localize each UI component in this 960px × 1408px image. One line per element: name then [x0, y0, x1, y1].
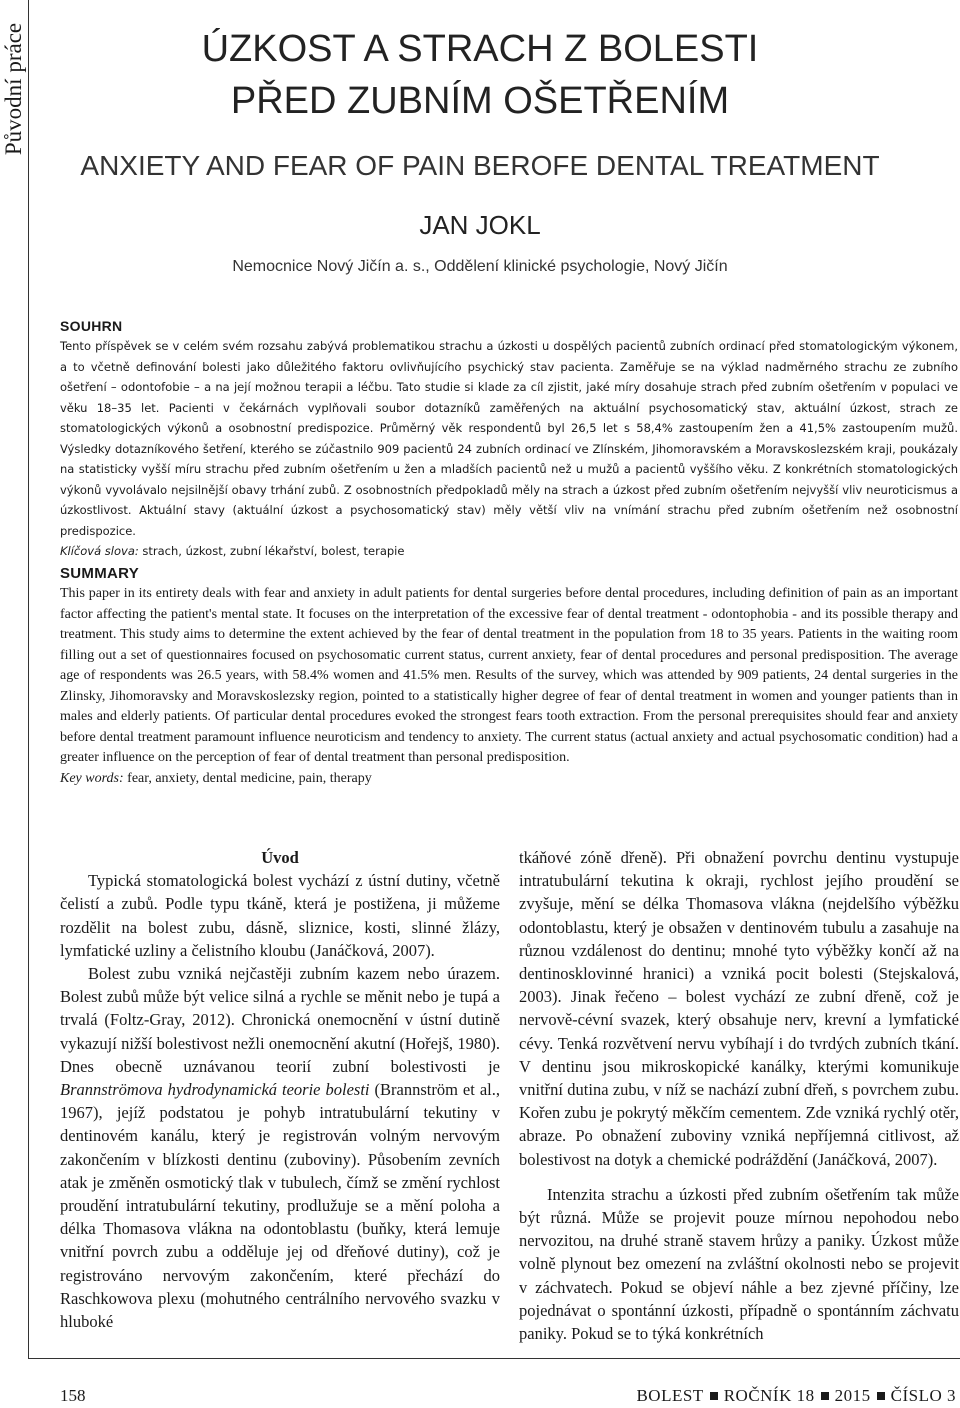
author: JAN JOKL — [419, 210, 541, 240]
english-keywords — [60, 769, 958, 790]
square-bullet-icon — [710, 1392, 718, 1400]
souhrn-heading: SOUHRN — [60, 318, 123, 334]
journal-volume: ROČNÍK 18 — [723, 1386, 815, 1405]
section-label: Původní práce — [1, 22, 26, 156]
vertical-rule — [28, 0, 29, 1358]
summary-heading: SUMMARY — [60, 565, 140, 582]
body-column-left — [60, 846, 500, 1333]
english-summary — [60, 565, 958, 789]
journal-name: BOLEST — [636, 1386, 704, 1405]
czech-keywords-label: Klíčová slova: — [60, 544, 139, 558]
theory-name: Brannströmova hydrodynamická teorie bolesti — [60, 1080, 370, 1100]
page-number: 158 — [60, 1386, 86, 1405]
square-bullet-icon — [877, 1392, 885, 1400]
czech-keywords-list: strach, úzkost, zubní lékařství, bolest, terapie — [142, 544, 405, 558]
section-heading-uvod: Úvod — [261, 848, 299, 867]
title-line-1: ÚZKOST A STRACH Z BOLESTI — [201, 28, 759, 70]
footer-rule — [28, 1358, 960, 1359]
czech-abstract — [60, 318, 958, 562]
english-keywords-list: fear, anxiety, dental medicine, pain, therapy — [127, 770, 372, 786]
summary-text: This paper in its entirety deals with fear and anxiety in adult patients for dental surgeries before dental procedures, including definition of pain as an important factor affecting the patient's mental state. It focuses on the interpretation of the excessive fear of dental treatment - odontophobia - and its possible therapy and treatment. This study aims to determine the extent achieved by the fear of dental treatment in the population from 18 to 35 years. Patients in the waiting room filling out a set of questionnaires focused on psychosomatic current status, current anxiety, fear of dental procedures and personal predisposition. The average age of respondents was 26.5 years, with 58.4% women and 41.5% men. Results of the survey, which was attended by 909 patients, 24 dental surgeries in the Zlinsky, Jihomoravsky and Moravskoslezsky region, pointed to a statistically higher degree of fear of dental treatment in women and younger patients than in males and elderly patients. Of particular dental procedures evoked the strongest fears tooth extraction. From the personal prerequisites should fear and anxiety before dental treatment paramount influence neuroticism and tendency to anxiety. The current status (actual anxiety and actual psychosomatic condition) had a greater influence on the perception of fear of dental treatment than personal predisposition. — [60, 586, 958, 765]
square-bullet-icon — [821, 1392, 829, 1400]
paragraph: Bolest zubu vzniká nejčastěji zubním kazem nebo úrazem. Bolest zubů může být velice silná a rychle se měnit nebo je tupá a trvalá (Foltz-Gray, 2012). Chronická onemocnění v ústní dutině vykazují nižší bolestivost nežli onemocnění akutní (Hořejš, 1980). Dnes obecně uznávanou teorií zubní bolestivosti je Brannströmova hydrodynamická teorie bolesti (Brannström et al., 1967), jejíž podstatou je pohyb intratubulární tekutiny v dentinovém kanálu, který je registrován volným nervovým zakončením v blízkosti dentinu (zuboviny). Působením zevních atak je změněn osmotický tlak v tubulech, čímž se změní rychlost proudění intratubulární tekutiny, prodlužuje se a mění poloha a délka Thomasova vlákna na odontoblastu (buňky, která lemuje vnitřní povrch zubu a odděluje jej od dřeňové dutiny), což je registrováno nervovým zakončením, které přechází do Raschkowova plexu (mohutného centrálního nervového svazku v hluboké — [60, 964, 500, 1332]
souhrn-text: Tento příspěvek se v celém svém rozsahu zabývá problematikou strachu a úzkosti u dospělých pacientů zubních ordinací před stomatologickým výkonem, a to včetně definování bolesti jako důležitého faktoru ovlivňujícího psychický stav pacienta. Zaměřuje se na výklad nadměrného strachu ze zubního ošetření – odontofobie – a na její možnou terapii a léčbu. Tato studie si klade za cíl zjistit, jaké míry dosahuje strach před zubním ošetřením v populaci ve věku 18–35 let. Pacienti v čekárnách vyplňovali soubor dotazníků zaměřených na aktuální psychosomatický stav, aktuální úzkost, strach ze stomatologických výkonů a osobnostní predispozice. Průměrný věk respondentů byl 26,5 let s 58,4% zastoupením žen a 41,5% zastoupením mužů. Výsledky dotazníkového šetření, kterého se zúčastnilo 909 pacientů 24 zubních ordinací ve Zlínském, Jihomoravském a Moravskoslezském kraji, poukázaly na statisticky vyšší míru strachu před zubním ošetřením u žen a mladších pacientů než u mužů a pacientů vyššího věku. Z konkrétních stomatologických výkonů vyvolávalo nejsilnější obavy trhání zubů. Z osobnostních předpokladů měly na strach a úzkost před zubním ošetřením nejvyšší vliv neuroticismus a úzkostlivost. Aktuální stavy (aktuální úzkost a psychosomatický stav) měly větší vliv na vnímání strachu před zubním ošetřením než osobnostní predispozice. — [60, 339, 958, 538]
journal-year: 2015 — [834, 1386, 871, 1405]
journal-footer — [636, 1386, 956, 1406]
paragraph: Typická stomatologická bolest vychází z ústní dutiny, včetně čelistí a zubů. Podle typu tkáně, která je postižena, ji můžeme rozdělit na bolest zubu, dásně, sliznice, kosti, slinné žlázy, lymfatické uzliny a čelistního kloubu (Janáčková, 2007). — [60, 871, 500, 960]
affiliation: Nemocnice Nový Jičín a. s., Oddělení klinické psychologie, Nový Jičín — [232, 258, 728, 275]
paragraph: Intenzita strachu a úzkosti před zubním ošetřením tak může být různá. Může se projevit pouze mírnou nepohodou nebo nervozitou, na druhé straně stavem hrůzy a paniky. Úzkost může volně plynout bez omezení na zvláštní okolnosti nebo se projevit v záchvatech. Pokud se objeví náhle a bez zjevné příčiny, lze pojednávat o spontánní úzkosti, případně o spontánním záchvatu paniky. Pokud se to týká konkrétních — [519, 1184, 959, 1344]
english-title: ANXIETY AND FEAR OF PAIN BEROFE DENTAL TREATMENT — [80, 150, 880, 181]
journal-issue: ČÍSLO 3 — [890, 1386, 956, 1405]
czech-keywords — [60, 541, 958, 562]
paragraph: tkáňové zóně dřeně). Při obnažení povrchu dentinu vystupuje intratubulární tekutina k okraji, rychlost jejího proudění se zvyšuje, mění se délka Thomasova vlákna (nejdelšího výběžku odontoblastu, který je obsažen v dentinovém tubulu a zasahuje na různou vzdálenost do dentinu; mnohé tyto výběžky končí až na dentinosklovinné hranici) a vzniká pocit bolesti (Stejskalová, 2003). Jinak řečeno – bolest vychází ze zubní dřeně, což je nervově-cévní svazek, který obsahuje nerv, krevní a lymfatické cévy. Tenká rozvětvení nervu vybíhají i do tvrdých zubních tkání. V dentinu jsou mikroskopické kanálky, kterými komunikuje vnitřní dutina zubu, v níž se nachází zubní dřeň, s povrchem zubu. Kořen zubu je pokrytý měkčím cementem. Zde vzniká rychlý otěr, abraze. Po obnažení zuboviny vzniká nepříjemná citlivost, až bolestivost na dotyk a chemické podráždění (Janáčková, 2007). — [519, 848, 959, 1169]
body-column-right — [519, 846, 959, 1345]
title-line-2: PŘED ZUBNÍM OŠETŘENÍM — [230, 80, 730, 122]
english-keywords-label: Key words: — [60, 770, 124, 786]
